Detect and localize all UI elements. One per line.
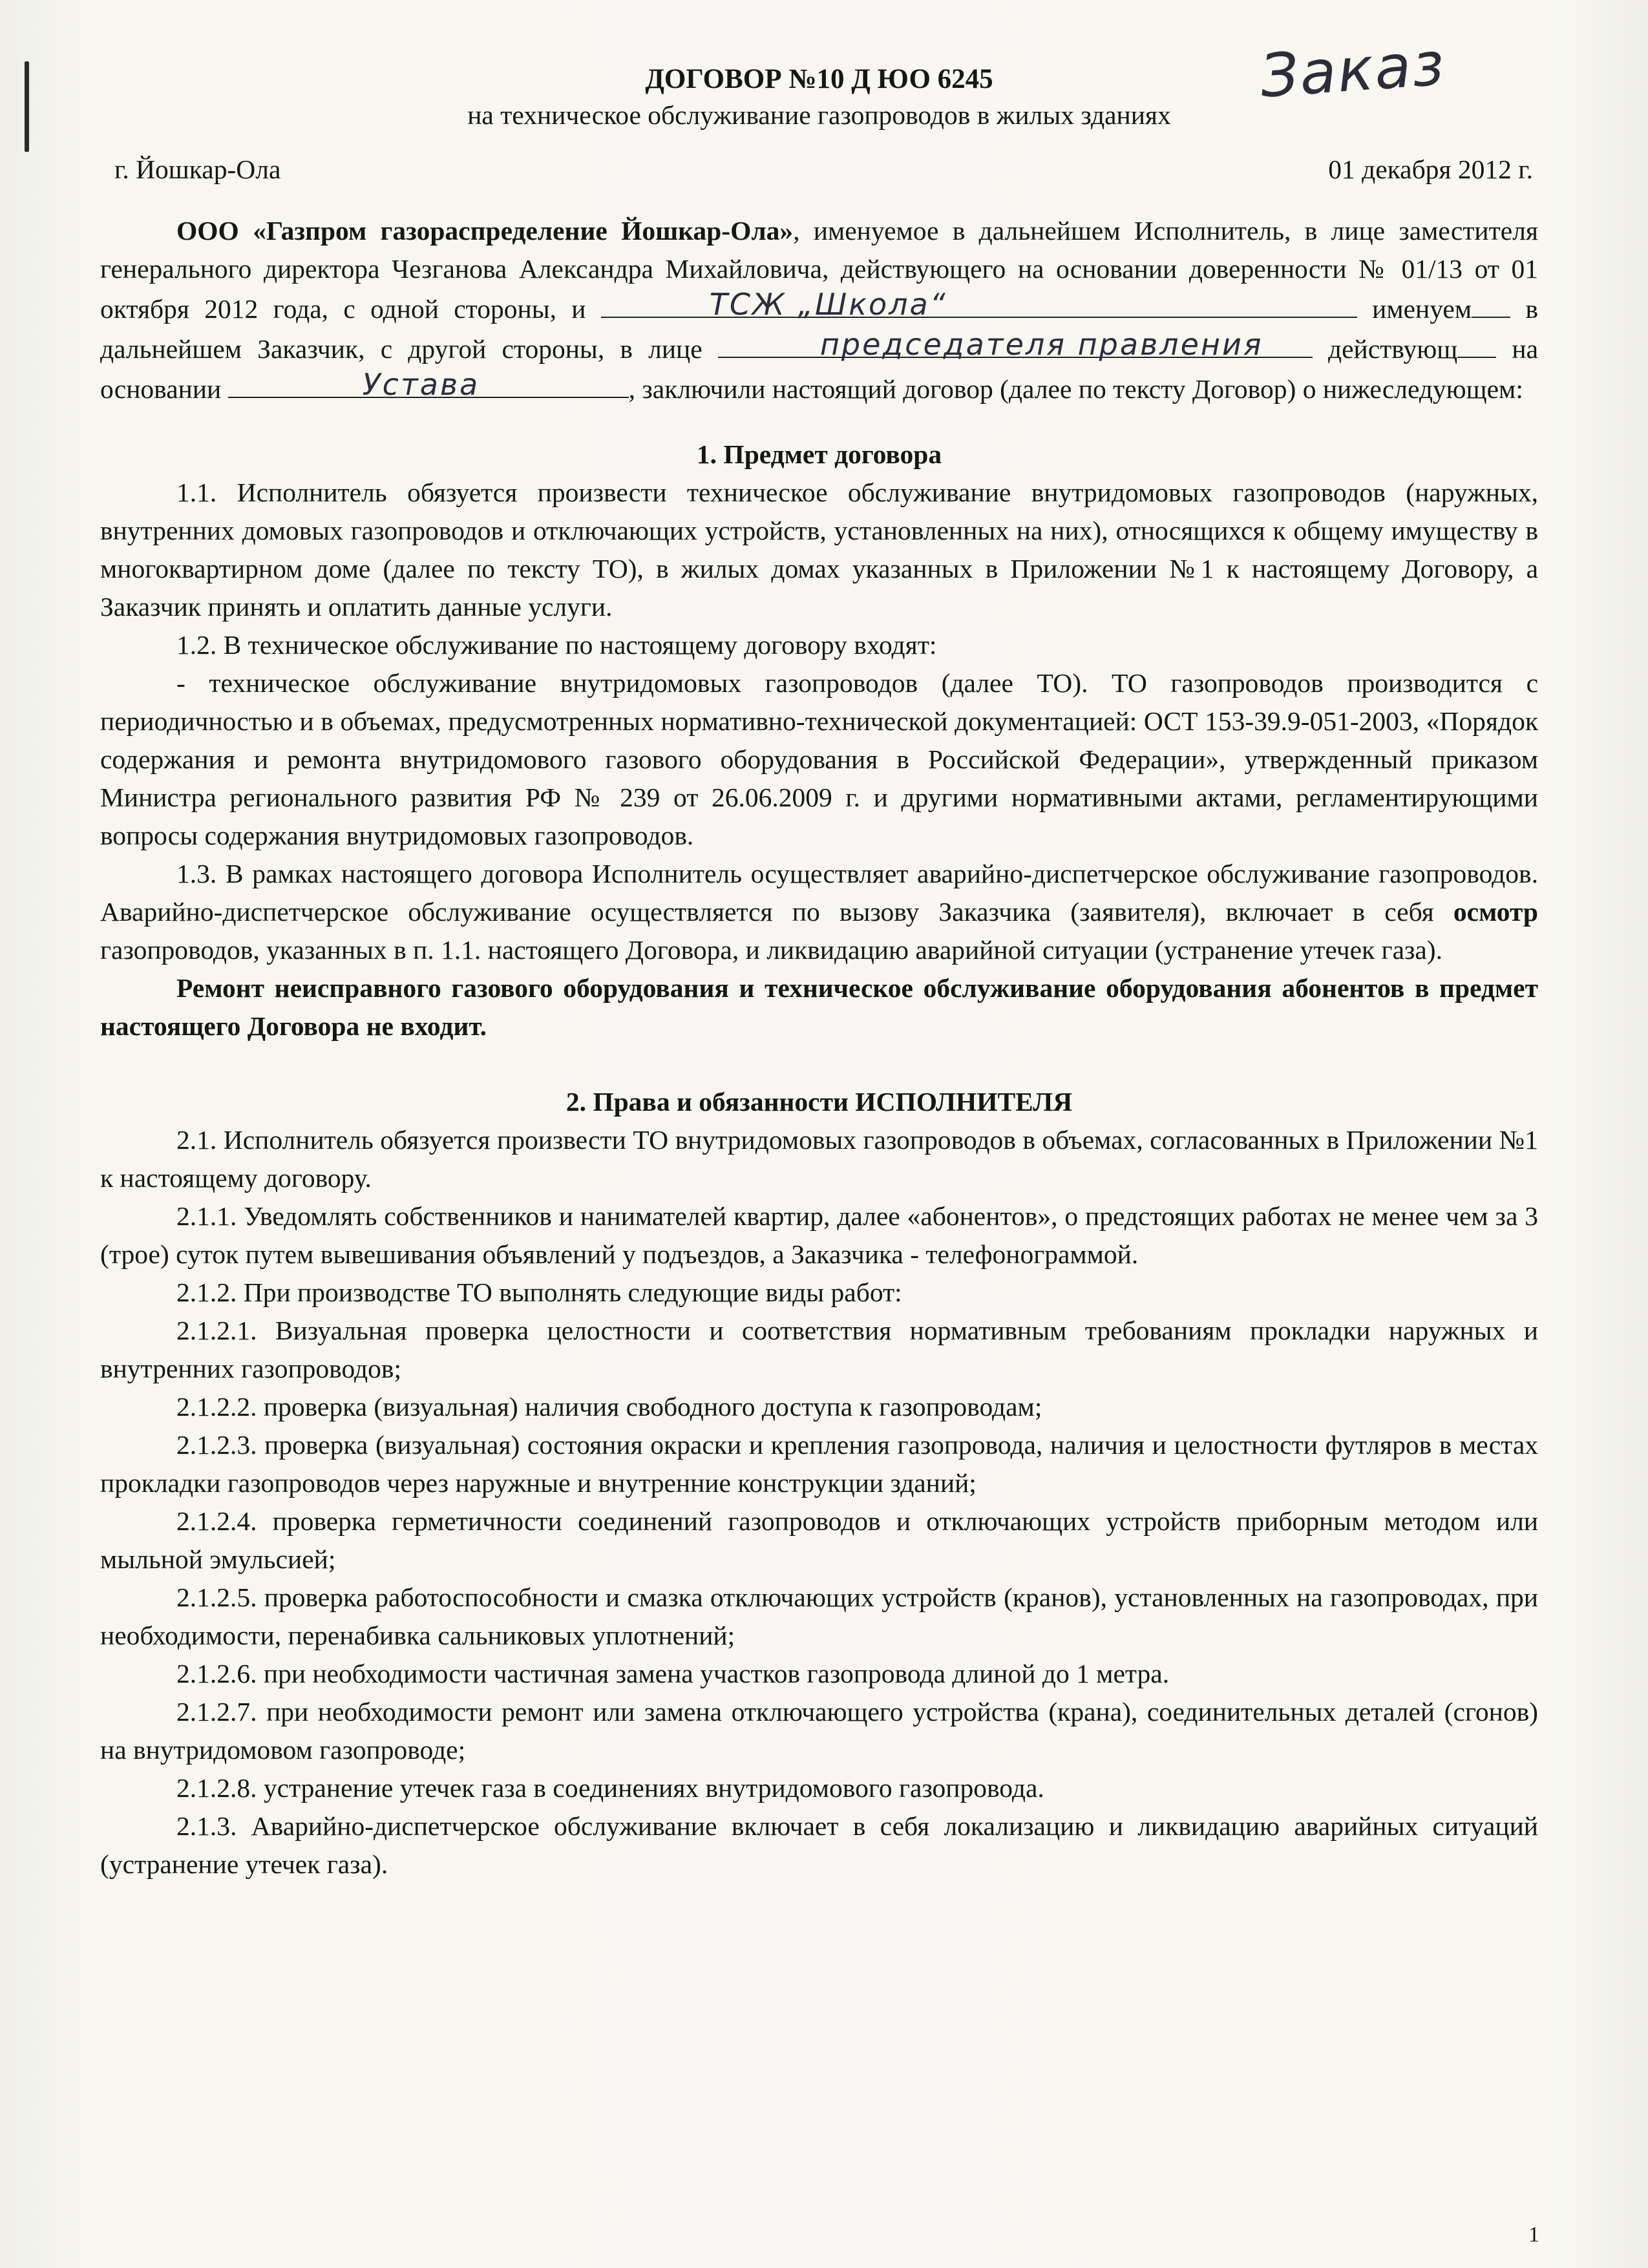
company-name: ООО «Газпром газораспределение Йошкар-Ола» bbox=[176, 216, 794, 246]
clause-1-2: 1.2. В техническое обслуживание по настоящему договору входят: bbox=[176, 630, 937, 660]
clause-2-1-2-6: 2.1.2.6. при необходимости частичная замена участков газопровода длиной до 1 метра. bbox=[176, 1659, 1170, 1688]
section-1-heading: 1. Предмет договора bbox=[696, 439, 942, 469]
clause-1-2-item: - техническое обслуживание внутридомовых газопроводов (далее ТО). ТО газопроводов производится с периодичностью и в объемах, предусмотренных нормативно-технической документацией: ОСТ 153-39.9-051-2003, «Порядок содержания и ремонта внутридомового газового оборудования в Российской Федерации», утвержденный приказом Министра регионального развития РФ № 239 от 26.06.2009 г. и другими нормативными актами, регламентирующими вопросы содержания внутридомовых газопроводов. bbox=[100, 668, 1538, 850]
handwritten-note: Заказ bbox=[1258, 29, 1448, 111]
customer-field bbox=[601, 287, 1357, 322]
customer-handwritten: ТСЖ „Школа“ bbox=[709, 287, 947, 322]
clause-2-1-2-3: 2.1.2.3. проверка (визуальная) состояния окраски и крепления газопровода, наличия и целостности футляров в местах прокладки газопроводов через наружные и внутренние конструкции зданий; bbox=[100, 1430, 1538, 1498]
document-body bbox=[100, 61, 1538, 1884]
contract-date: 01 декабря 2012 г. bbox=[1328, 154, 1533, 184]
basis-field bbox=[228, 367, 629, 402]
basis-handwritten: Устава bbox=[362, 367, 480, 402]
city: г. Йошкар-Ола bbox=[114, 154, 281, 184]
clause-2-1-2-7: 2.1.2.7. при необходимости ремонт или замена отключающего устройства (крана), соединительных деталей (сгонов) на внутридомовом газопроводе; bbox=[100, 1697, 1538, 1765]
ending-field-2 bbox=[1457, 328, 1496, 358]
clause-2-1-2: 2.1.2. При производстве ТО выполнять следующие виды работ: bbox=[176, 1277, 902, 1307]
clause-2-1: 2.1. Исполнитель обязуется произвести ТО внутридомовых газопроводов в объемах, согласованных в Приложении №1 к настоящему договору. bbox=[100, 1125, 1538, 1193]
clause-1-1: 1.1. Исполнитель обязуется произвести техническое обслуживание внутридомовых газопроводов (наружных, внутренних домовых газопроводов и отключающих устройств, установленных на них), относящихся к общему имуществу в многоквартирном доме (далее по тексту ТО), в жилых домах указанных в Приложении №1 к настоящему Договору, а Заказчик принять и оплатить данные услуги. bbox=[100, 478, 1538, 622]
clause-2-1-1: 2.1.1. Уведомлять собственников и нанимателей квартир, далее «абонентов», о предстоящих работах не менее чем за 3 (трое) суток путем вывешивания объявлений у подъездов, а Заказчика - телефонограммой. bbox=[100, 1201, 1538, 1269]
clause-2-1-2-5: 2.1.2.5. проверка работоспособности и смазка отключающих устройств (кранов), установленных на газопроводах, при необходимости, перенабивка сальниковых уплотнений; bbox=[100, 1582, 1538, 1650]
document-subtitle: на техническое обслуживание газопроводов в жилых зданиях bbox=[467, 100, 1171, 130]
ending-field-1 bbox=[1472, 288, 1510, 318]
clause-1-3: 1.3. В рамках настоящего договора Исполнитель осуществляет аварийно-диспетчерское обслуживание газопроводов. Аварийно-диспетчерское обслуживание осуществляется по вызову Заказчика (заявителя), включает в себя осмотр газопроводов, указанных в п. 1.1. настоящего Договора, и ликвидацию аварийной ситуации (устранение утечек газа). bbox=[100, 859, 1538, 965]
document-title: ДОГОВОР №10 Д ЮО 6245 bbox=[645, 64, 993, 94]
clause-2-1-3: 2.1.3. Аварийно-диспетчерское обслуживание включает в себя локализацию и ликвидацию аварийных ситуаций (устранение утечек газа). bbox=[100, 1811, 1538, 1879]
scan-edge-mark bbox=[25, 61, 29, 152]
place-date-row bbox=[100, 151, 1538, 189]
clause-2-1-2-8: 2.1.2.8. устранение утечек газа в соединениях внутридомового газопровода. bbox=[176, 1773, 1044, 1803]
preamble: ООО «Газпром газораспределение Йошкар-Ола», именуемое в дальнейшем Исполнитель, в лице заместителя генерального директора Чезганова Александра Михайловича, действующего на основании доверенности № 01/13 от 01 октября 2012 года, с одной стороны, и ТСЖ „Школа“ именуем в дальнейшем Заказчик, с другой стороны, в лице председателя правления действующ на основании Устава , заключили настоящий договор (далее по тексту Договор) о нижеследующем: bbox=[100, 216, 1539, 404]
clause-2-1-2-4: 2.1.2.4. проверка герметичности соединений газопроводов и отключающих устройств приборным методом или мыльной эмульсией; bbox=[100, 1506, 1538, 1574]
clause-2-1-2-2: 2.1.2.2. проверка (визуальная) наличия свободного доступа к газопроводам; bbox=[176, 1392, 1042, 1422]
clause-2-1-2-1: 2.1.2.1. Визуальная проверка целостности и соответствия нормативным требованиям прокладки наружных и внутренних газопроводов; bbox=[100, 1316, 1538, 1383]
page-number: 1 bbox=[1528, 2223, 1539, 2247]
representative-handwritten: председателя правления bbox=[819, 327, 1263, 362]
representative-field bbox=[718, 327, 1313, 362]
exclusion-note: Ремонт неисправного газового оборудования и техническое обслуживание оборудования абонентов в предмет настоящего Договора не входит. bbox=[100, 973, 1538, 1041]
section-2-heading: 2. Права и обязанности ИСПОЛНИТЕЛЯ bbox=[565, 1087, 1073, 1117]
